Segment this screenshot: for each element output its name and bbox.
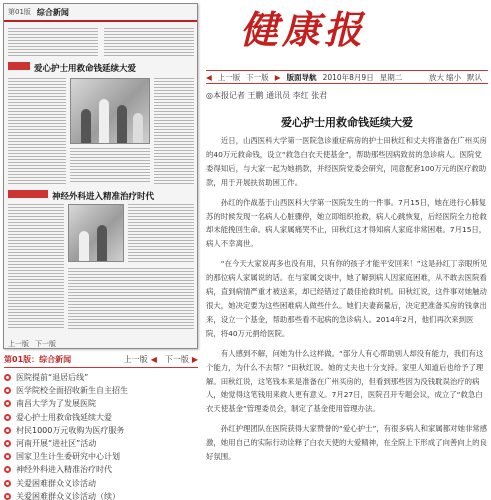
thumbnail-prev-link[interactable]: 上一版 xyxy=(8,340,29,348)
thumbnail-section: 综合新闻 xyxy=(36,7,69,17)
index-item-label: 南昌大学为了发展医院 xyxy=(16,399,96,409)
thumbnail-red-mark xyxy=(8,190,48,198)
bullet-icon xyxy=(4,387,11,394)
index-item-label: 国家卫生计生委研究中心计划 xyxy=(16,452,120,462)
arrow-right-icon[interactable]: ▶ xyxy=(191,355,198,364)
issue-date: 2010年8月9日 xyxy=(322,72,374,82)
index-item-label: 关爱困难群众义诊活动（续） xyxy=(16,491,120,500)
index-item-label: 神经外科进入精准治疗时代 xyxy=(16,465,112,475)
bullet-icon xyxy=(4,480,11,487)
index-item-label: 医院提前“退居后线” xyxy=(16,373,89,382)
index-header xyxy=(4,352,198,368)
bullet-icon xyxy=(4,466,11,473)
thumbnail-page-number: 第01版 xyxy=(8,8,31,16)
prev-page-link[interactable]: 上一版 xyxy=(217,72,241,82)
article-paragraph: 孙红的作战基于山西医科大学第一医院发生的一件事。7月15日，她在进行心肺复苏的时候发现一名病人心脏骤停，她立即组织抢救，病人心跳恢复，后经医院全力抢救却未能挽回生命。病人家属痛哭不止，田秋红这才得知病人家庭非常困难。7月15日，病人不幸离世。 xyxy=(206,197,487,249)
bullet-icon xyxy=(4,400,11,407)
index-list xyxy=(4,371,198,500)
index-item-label: 河南开展“进社区”活动 xyxy=(16,438,97,448)
arrow-left-icon[interactable]: ◀ xyxy=(150,355,157,364)
bullet-icon xyxy=(4,453,11,460)
thumbnail-text-block xyxy=(70,148,150,184)
page-index xyxy=(4,352,198,500)
article-paragraph: 孙红护理团队在医院获得大家赞誉的“爱心护士”，有很多病人和家属都对她非常感激，她用自己的实际行动诠释了白衣天使的大爱精神，在全院上下形成了向善向上的良好氛围。 xyxy=(206,424,488,462)
index-item-label: 爱心护士用救命钱延续大爱 xyxy=(16,412,112,422)
thumbnail-photo xyxy=(70,78,150,144)
page-thumbnail[interactable] xyxy=(3,3,198,349)
thumbnail-headline-1[interactable]: 爱心护士用救命钱延续大爱 xyxy=(34,64,137,74)
index-item[interactable] xyxy=(4,437,198,450)
article-paragraph: 近日，山西医科大学第一医院急诊重症病房的护士田秋红和丈夫将准备在广州买房的40万元救命钱，设立“救急白衣天使基金”，帮助那些因病致贫的急诊病人。医院党委得知后，与大家一起为她捐款，并经医院党委会研究，同意配套100万元的医疗救助款，用于开展扶贫助困工作。 xyxy=(206,136,487,187)
thumbnail-text-block xyxy=(8,28,98,58)
index-item[interactable] xyxy=(4,450,198,463)
thumbnail-text-block xyxy=(8,78,66,184)
index-item[interactable] xyxy=(4,384,198,397)
zoom-in-button[interactable]: 放大 xyxy=(429,72,444,82)
index-item-label: 医学院校全面招收新生自主招生 xyxy=(16,386,128,396)
zoom-default-button[interactable]: 默认 xyxy=(467,72,482,82)
thumbnail-text-block xyxy=(104,28,194,58)
zoom-out-button[interactable]: 缩小 xyxy=(446,72,461,82)
thumbnail-text-block xyxy=(8,204,64,330)
thumbnail-next-link[interactable]: 下一版 xyxy=(35,340,56,348)
date-bar xyxy=(206,70,488,84)
index-item-label: 村民1000万元收购为医疗服务 xyxy=(16,425,125,435)
thumbnail-text-block xyxy=(128,204,194,264)
article-title: 爱心护士用救命钱延续大爱 xyxy=(281,116,413,129)
article-byline: ◎本报记者 王鹏 通讯员 李红 张君 xyxy=(206,91,328,100)
thumbnail-text-block xyxy=(68,268,194,330)
page-nav-link[interactable]: 版面导航 xyxy=(286,72,317,82)
thumbnail-nav xyxy=(8,338,198,349)
bullet-icon xyxy=(4,414,11,421)
thumbnail-photo xyxy=(68,204,124,262)
index-item[interactable] xyxy=(4,463,198,476)
index-item[interactable] xyxy=(4,490,198,500)
issue-weekday: 星期二 xyxy=(379,72,403,82)
article-paragraph: 有人感到不解，问她为什么这样做。“部分人有心帮助别人却没有能力，我们有这个能力，为什么不去帮？”田秋红说。她的丈夫也十分支持。家里人知道后也给予了理解。田秋红说，这笔钱本来是准备在广州买房的，但看到那些因为没钱耽误治疗的病人，她觉得这笔钱用来救人更有意义。7月27日，医院召开专题会议，成立了“救急白衣天使基金”管理委员会，制定了基金使用管理办法。 xyxy=(206,348,484,414)
masthead-logo: 健康报 xyxy=(240,7,367,52)
next-page-link[interactable]: 下一版 xyxy=(246,72,269,82)
article-body xyxy=(206,134,488,470)
index-prev-link[interactable]: 上一版 xyxy=(123,355,148,364)
arrow-right-icon[interactable]: ▶ xyxy=(274,72,281,82)
article-paragraph: “在今天大家说再多也没有用，只有你的孩子才能平安回来！”这是孙红丁亲眼所见的那位病人家属说的话。在与家属交谈中，她了解到病人因家庭困难，从不敢去医院看病，直到病情严重才被送来，却已经错过了最佳抢救时机。田秋红说，这件事对她触动很大，她决定要为这些困难病人做些什么。她们夫妻商量后，决定把准备买房的钱拿出来，设立一个基金，帮助那些看不起病的急诊病人。2014年2月，他们再次来到医院，将40万元捐给医院。 xyxy=(206,259,488,338)
bullet-icon xyxy=(4,427,11,434)
thumbnail-text-block xyxy=(154,78,194,184)
index-item[interactable] xyxy=(4,397,198,410)
index-next-link[interactable]: 下一版 xyxy=(164,355,189,364)
thumbnail-headline-2[interactable]: 神经外科进入精准治疗时代 xyxy=(52,192,155,202)
index-page-label: 第01版：综合新闻 xyxy=(4,355,72,364)
index-item[interactable] xyxy=(4,371,198,384)
index-item[interactable] xyxy=(4,424,198,437)
bullet-icon xyxy=(4,440,11,447)
bullet-icon xyxy=(4,493,11,500)
thumbnail-red-mark xyxy=(8,62,30,70)
index-item[interactable] xyxy=(4,411,198,424)
thumbnail-header xyxy=(4,4,197,22)
index-item-label: 关爱困难群众义诊活动 xyxy=(16,478,96,488)
index-item[interactable] xyxy=(4,477,198,490)
arrow-left-icon[interactable]: ◀ xyxy=(206,72,212,82)
bullet-icon xyxy=(4,374,11,381)
